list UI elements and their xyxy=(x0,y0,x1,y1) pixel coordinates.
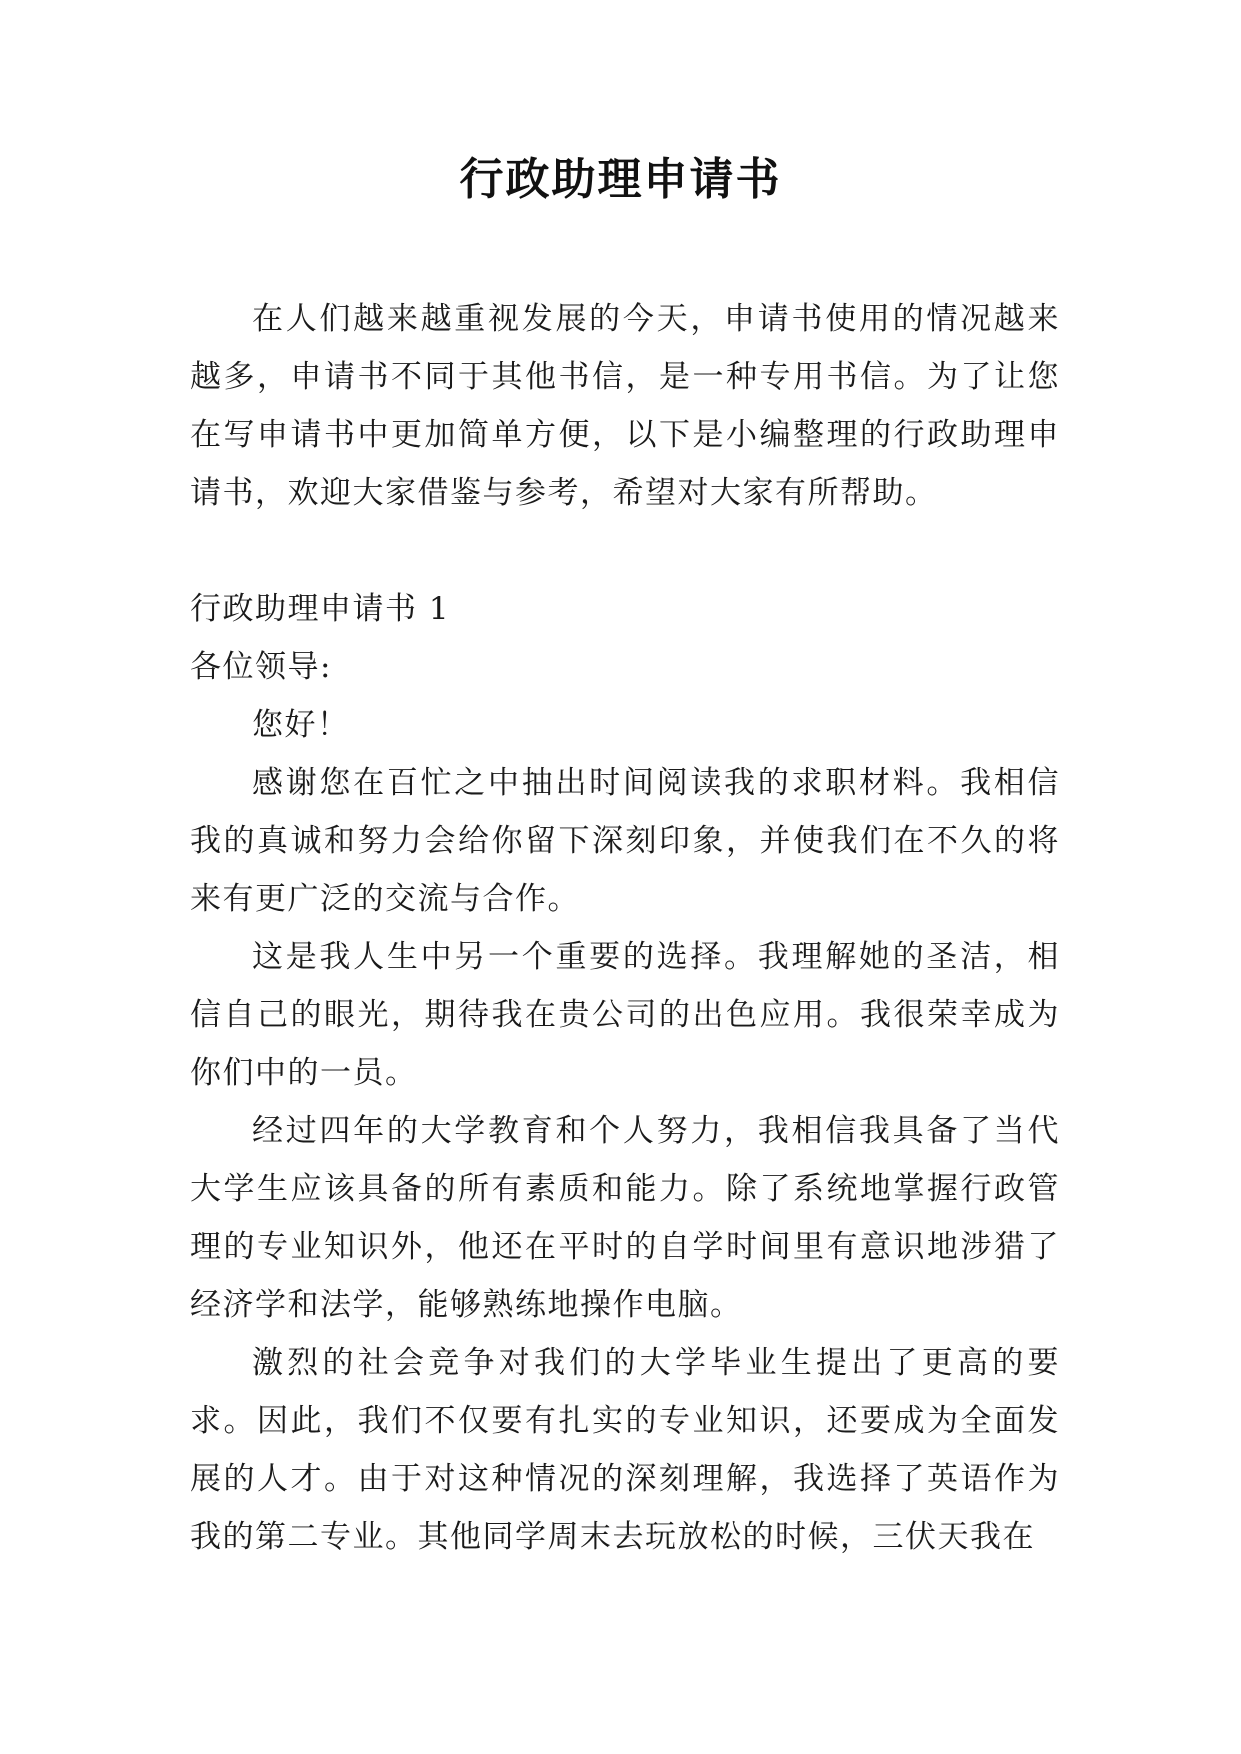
document-title: 行政助理申请书 xyxy=(459,154,782,205)
body-paragraph: 感谢您在百忙之中抽出时间阅读我的求职材料。我相信我的真诚和努力会给你留下深刻印象，并使我们在不久的将来有更广泛的交流与合作。 xyxy=(190,765,1060,917)
greeting: 您好！ xyxy=(252,707,350,743)
body-paragraph: 经过四年的大学教育和个人努力，我相信我具备了当代大学生应该具备的所有素质和能力。除了系统地掌握行政管理的专业知识外，他还在平时的自学时间里有意识地涉猎了经济学和法学，能够熟练地操作电脑。 xyxy=(190,1113,1060,1323)
intro-paragraph: 在人们越来越重视发展的今天，申请书使用的情况越来越多，申请书不同于其他书信，是一种专用书信。为了让您在写申请书中更加简单方便，以下是小编整理的行政助理申请书，欢迎大家借鉴与参考，希望对大家有所帮助。 xyxy=(190,301,1060,511)
section-heading: 行政助理申请书 1 xyxy=(190,591,451,627)
document-body xyxy=(190,290,1060,1566)
body-paragraph: 这是我人生中另一个重要的选择。我理解她的圣洁，相信自己的眼光，期待我在贵公司的出色应用。我很荣幸成为你们中的一员。 xyxy=(190,939,1060,1091)
body-paragraph: 激烈的社会竞争对我们的大学毕业生提出了更高的要求。因此，我们不仅要有扎实的专业知识，还要成为全面发展的人才。由于对这种情况的深刻理解，我选择了英语作为我的第二专业。其他同学周末去玩放松的时候，三伏天我在 xyxy=(190,1345,1060,1555)
salutation: 各位领导: xyxy=(190,649,332,685)
